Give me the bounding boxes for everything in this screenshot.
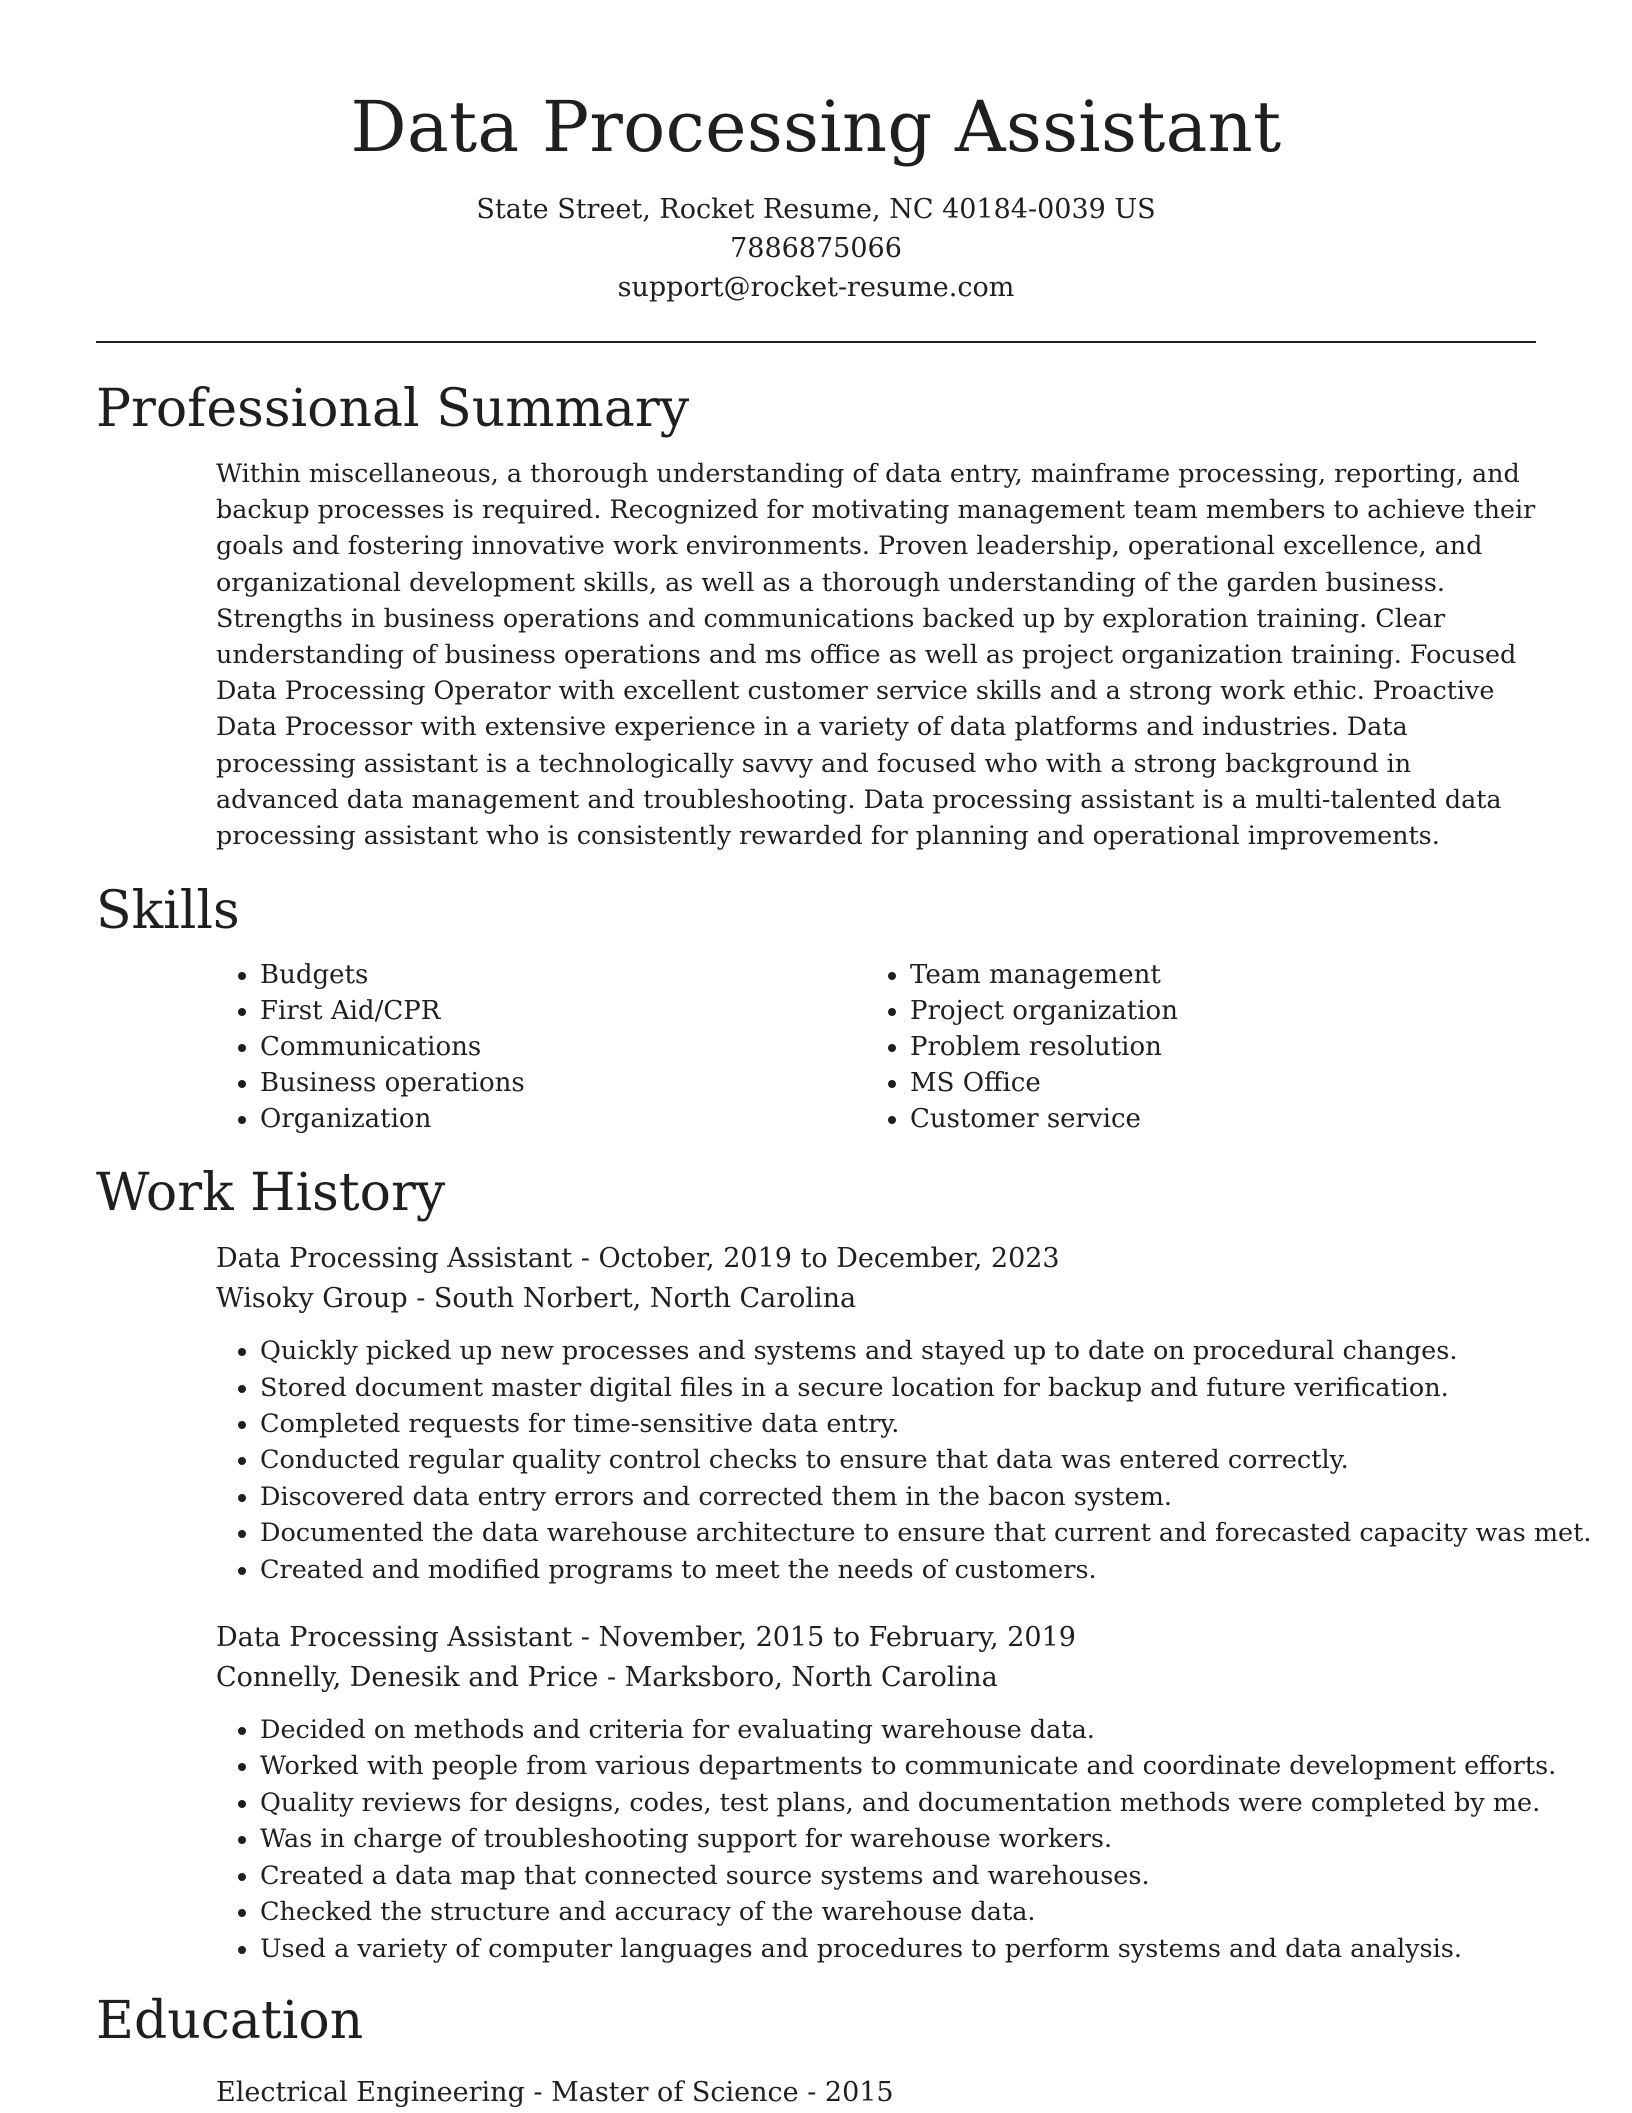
contact-address: State Street, Rocket Resume, NC 40184-0039 US [476,194,1156,225]
job-bullet: • Was in charge of troubleshooting support for warehouse workers. [260,1821,1536,1857]
job-bullet: • Conducted regular quality control checks to ensure that data was entered correctly. [260,1442,1536,1478]
job-bullet: • Quickly picked up new processes and systems and stayed up to date on procedural changes. [260,1333,1536,1369]
job-bullet: • Documented the data warehouse architecture to ensure that current and forecasted capacity was met. [260,1515,1536,1551]
skills-list-left [216,957,866,1137]
skill-item: • Budgets [260,957,866,993]
skill-item: • Project organization [910,993,1516,1029]
job-bullets [216,1333,1592,1588]
skills-columns [96,957,1536,1137]
summary-section [96,377,1536,853]
work-history-section [96,1161,1592,1967]
job-bullet: • Decided on methods and criteria for evaluating warehouse data. [260,1712,1536,1748]
skill-item: • First Aid/CPR [260,993,866,1029]
job-dates: - November, 2015 to February, 2019 [572,1622,1076,1654]
skills-section [96,879,1536,1137]
job-role: Data Processing Assistant [216,1243,573,1275]
job-bullet: • Discovered data entry errors and corrected them in the bacon system. [260,1479,1536,1515]
job-role: Data Processing Assistant [216,1622,573,1654]
contact-email: support@rocket-resume.com [617,272,1015,303]
job-company: Wisoky Group [216,1283,408,1315]
resume-header [96,0,1536,307]
job-location: - Marksboro, North Carolina [598,1662,998,1694]
contact-block [96,190,1536,307]
skill-item: • Team management [910,957,1516,993]
job-bullet: • Quality reviews for designs, codes, test plans, and documentation methods were completed by me. [260,1785,1536,1821]
education-entry: Electrical Engineering - Master of Science - 2015 [216,2076,894,2108]
skill-item: • Problem resolution [910,1029,1516,1065]
skills-title: Skills [96,881,240,942]
job-company: Connelly, Denesik and Price [216,1662,599,1694]
job-location: - South Norbert, North Carolina [407,1283,857,1315]
job-bullet: • Checked the structure and accuracy of the warehouse data. [260,1894,1536,1930]
job-bullet: • Created and modified programs to meet the needs of customers. [260,1552,1536,1588]
summary-title: Professional Summary [96,379,690,439]
skill-item: • MS Office [910,1065,1516,1101]
candidate-name: Data Processing Assistant [350,86,1282,168]
work-history-title: Work History [96,1163,446,1224]
skill-item: • Business operations [260,1065,866,1101]
job-bullet: • Completed requests for time-sensitive data entry. [260,1406,1536,1442]
skills-list-right [866,957,1516,1137]
skill-item: • Communications [260,1029,866,1065]
job-entry [96,1239,1592,1588]
job-bullet: • Stored document master digital files in a secure location for backup and future verification. [260,1370,1536,1406]
education-title: Education [96,1990,364,2051]
education-section [96,1989,1536,2113]
job-title-line [216,1239,1536,1279]
contact-phone: 7886875066 [730,233,902,264]
job-bullet: • Used a variety of computer languages and procedures to perform systems and data analysis. [260,1931,1536,1967]
job-dates: - October, 2019 to December, 2023 [572,1243,1060,1275]
job-bullet: • Worked with people from various departments to communicate and coordinate development efforts. [260,1748,1536,1784]
job-company-line [216,1279,1536,1319]
resume-page [96,0,1592,2113]
skill-item: • Organization [260,1101,866,1137]
job-bullets [216,1712,1557,1967]
job-title-line [216,1618,1536,1658]
header-divider [96,341,1536,343]
summary-text: Within miscellaneous, a thorough understanding of data entry, mainframe processing, reporting, and backup processes is required. Recognized for motivating management team members to achieve their goals and fostering innovative work environments. Proven leadership, operational excellence, and organizational development skills, as well as a thorough understanding of the garden business. Strengths in business operations and communications backed up by exploration training. Clear understanding of business operations and ms office as well as project organization training. Focused Data Processing Operator with excellent customer service skills and a strong work ethic. Proactive Data Processor with extensive experience in a variety of data platforms and industries. Data processing assistant is a technologically savvy and focused who with a strong background in advanced data management and troubleshooting. Data processing assistant is a multi-talented data processing assistant who is consistently rewarded for planning and operational improvements. [216,458,1536,851]
job-bullet: • Created a data map that connected source systems and warehouses. [260,1858,1536,1894]
skill-item: • Customer service [910,1101,1516,1137]
job-entry [96,1618,1557,1967]
job-company-line [216,1658,1536,1698]
